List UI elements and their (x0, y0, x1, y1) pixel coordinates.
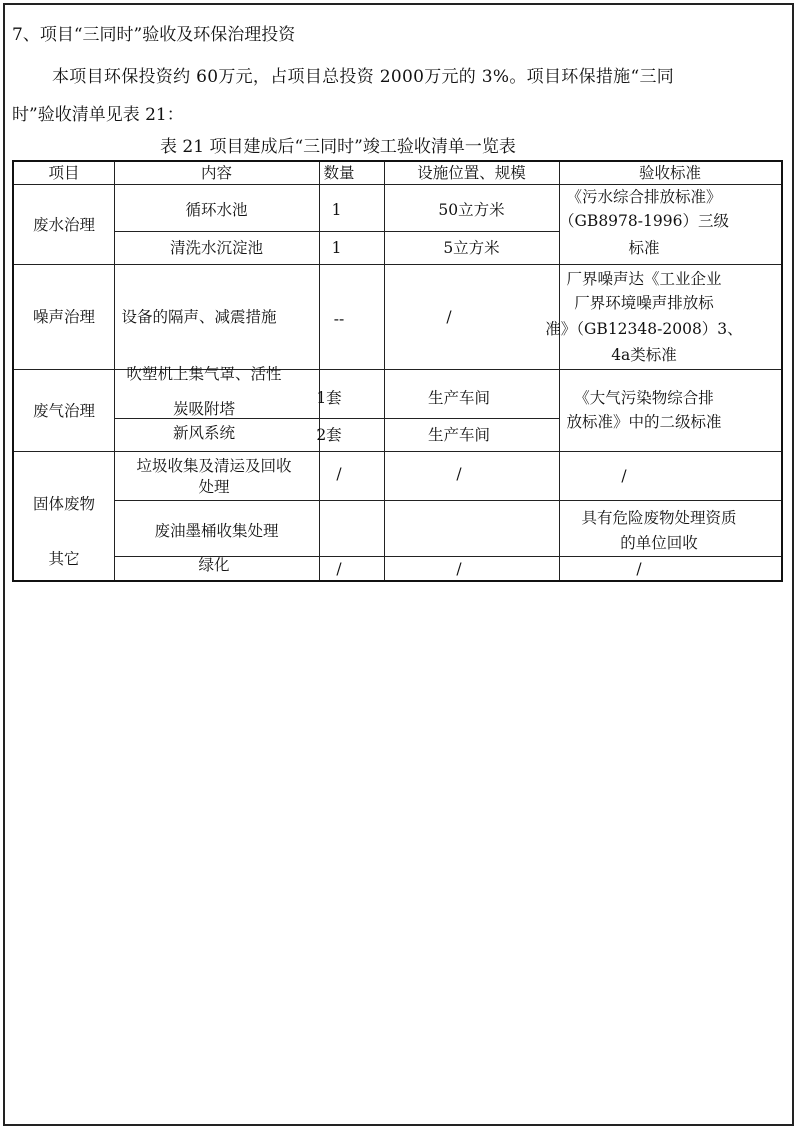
group-name: 噪声治理 (32, 308, 95, 326)
item-content: 设备的隔声、减震措施 (121, 308, 277, 326)
item-quantity: / (336, 560, 342, 578)
item-location: 生产车间 (427, 426, 490, 444)
solid-row-rule (114, 500, 781, 501)
group-name: 其它 (48, 550, 80, 568)
item-standard: / (621, 467, 627, 485)
item-content: 垃圾收集及清运及回收 (136, 457, 292, 475)
standard-line: 具有危险废物处理资质 (581, 509, 737, 527)
group-name: 废水治理 (32, 216, 95, 234)
item-location: 50立方米 (438, 201, 505, 219)
acceptance-table (12, 160, 783, 582)
group-name: 固体废物 (32, 495, 95, 513)
item-quantity: 2套 (316, 426, 342, 444)
standard-line: 准》（GB12348-2008）3、 (545, 320, 743, 338)
header-standard: 验收标准 (638, 164, 701, 182)
paragraph-line-2: 时”验收清单见表 21： (12, 105, 184, 125)
table-caption: 表 21 项目建成后“三同时”竣工验收清单一览表 (160, 137, 516, 157)
group-name: 废气治理 (32, 402, 95, 420)
item-content: 新风系统 (172, 424, 235, 442)
section-heading: 7、项目“三同时”验收及环保治理投资 (12, 25, 296, 45)
column-rule (384, 162, 385, 580)
item-location: 5立方米 (443, 239, 500, 257)
item-quantity: / (336, 465, 342, 483)
standard-line: 《污水综合排放标准》 (566, 188, 722, 206)
item-standard: / (636, 560, 642, 578)
item-location: / (446, 308, 452, 326)
item-content: 清洗水沉淀池 (169, 239, 263, 257)
standard-line: 厂界环境噪声排放标 (574, 294, 714, 312)
standard-line: 标准 (628, 239, 660, 257)
standard-line: 厂界噪声达《工业企业 (566, 270, 722, 288)
item-content: 绿化 (198, 556, 230, 574)
item-quantity: -- (333, 310, 345, 328)
item-content: 炭吸附塔 (172, 400, 235, 418)
standard-line: 《大气污染物综合排 (574, 389, 714, 407)
item-content: 废油墨桶收集处理 (154, 522, 279, 540)
group-rule (14, 264, 781, 265)
item-content: 循环水池 (185, 201, 248, 219)
group-rule (14, 451, 781, 452)
header-item: 项目 (48, 164, 80, 182)
header-location: 设施位置、规模 (417, 164, 526, 182)
wastewater-row-rule (114, 231, 559, 232)
paragraph-line-1: 本项目环保投资约 60万元，占项目总投资 2000万元的 3%。项目环保措施“三同 (52, 67, 675, 87)
item-quantity: 1套 (316, 389, 342, 407)
item-content: 吹塑机上集气罩、活性 (126, 365, 282, 383)
standard-line: 放标准》中的二级标准 (566, 413, 722, 431)
header-rule (14, 184, 781, 185)
item-quantity: 1 (331, 239, 342, 257)
item-quantity: 1 (331, 201, 342, 219)
item-content: 处理 (198, 478, 230, 496)
column-rule (319, 162, 320, 580)
item-location: / (456, 560, 462, 578)
header-quantity: 数量 (323, 164, 355, 182)
item-location: 生产车间 (427, 389, 490, 407)
item-location: / (456, 465, 462, 483)
standard-line: 4a类标准 (611, 346, 677, 364)
standard-line: 的单位回收 (620, 534, 698, 552)
header-content: 内容 (200, 164, 232, 182)
standard-line: （GB8978-1996）三级 (559, 212, 729, 230)
